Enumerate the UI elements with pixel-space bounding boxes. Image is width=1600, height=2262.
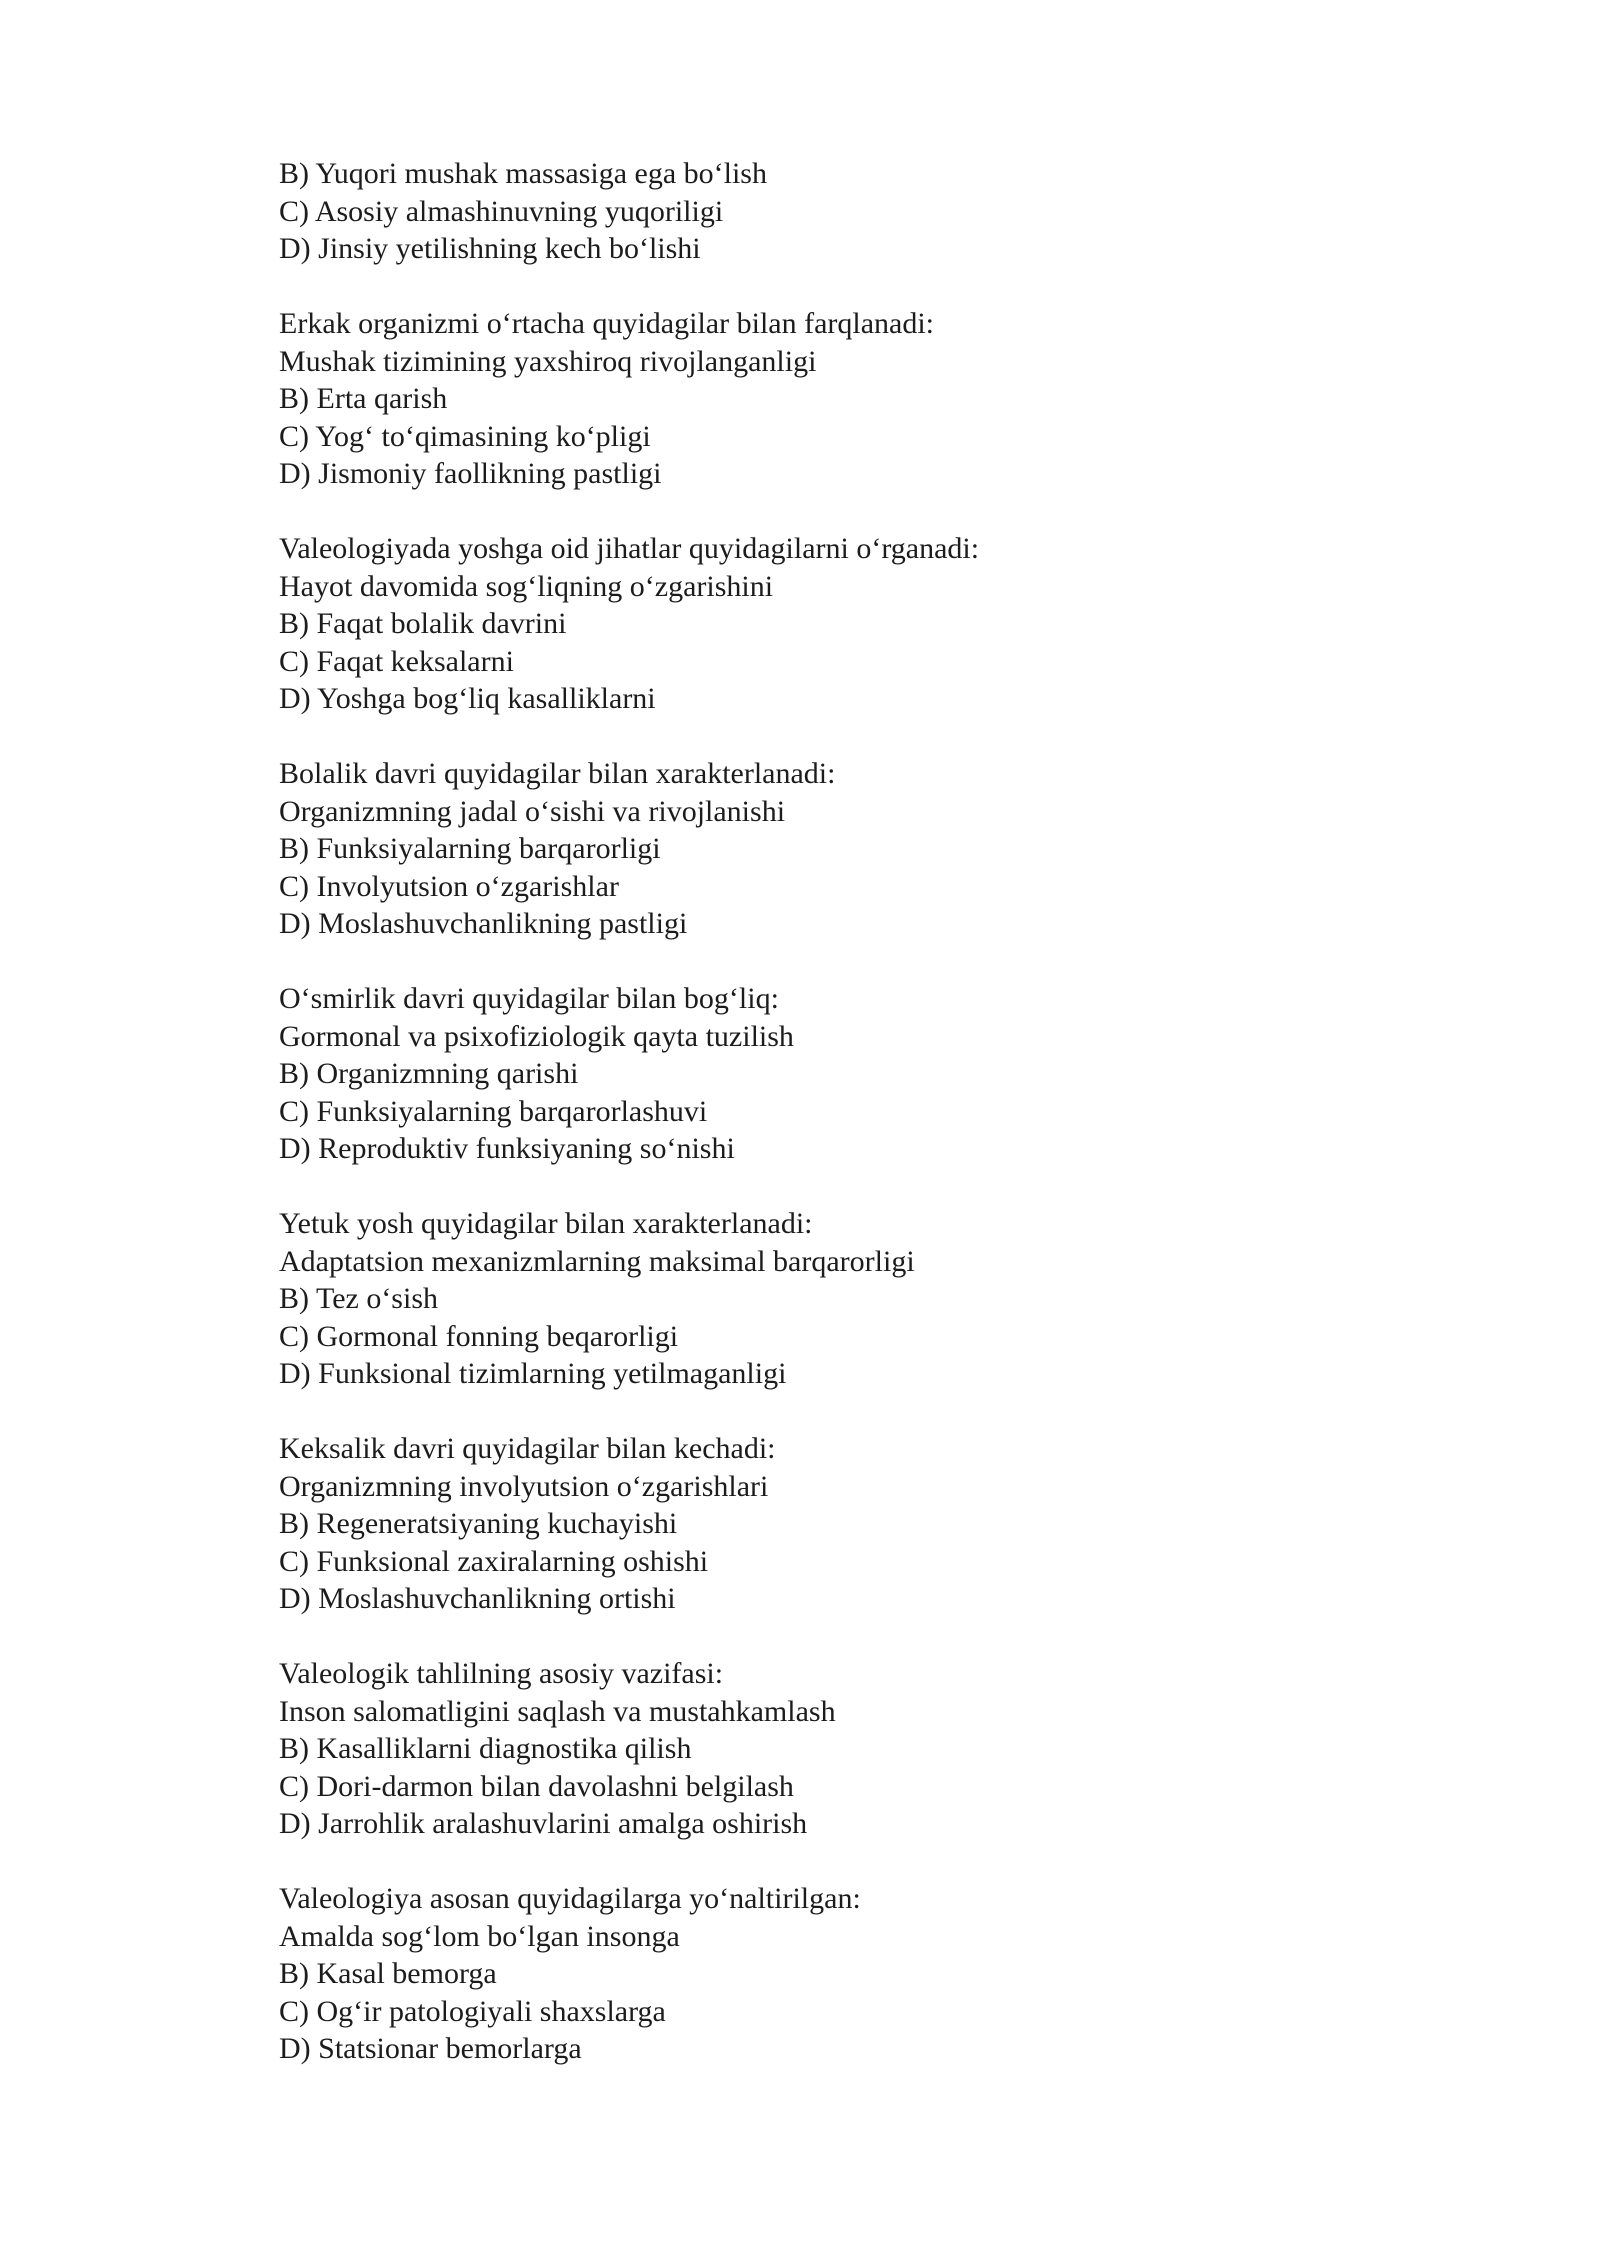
answer-option-b: B) Faqat bolalik davrini	[279, 607, 567, 640]
answer-option-a: Amalda sog‘lom bo‘lgan insonga	[279, 1919, 680, 1953]
answer-option-d: D) Jarrohlik aralashuvlarini amalga oshirish	[279, 1807, 808, 1840]
answer-option-b: B) Organizmning qarishi	[279, 1057, 579, 1090]
question-block	[279, 530, 1459, 718]
question-text: Valeologiya asosan quyidagilarga yo‘naltirilgan:	[279, 1882, 861, 1915]
answer-option-a: Adaptatsion mexanizmlarning maksimal barqarorligi	[279, 1244, 915, 1278]
question-text: Yetuk yosh quyidagilar bilan xarakterlanadi:	[279, 1207, 813, 1240]
answer-option-c: C) Faqat keksalarni	[279, 644, 514, 678]
answer-option-d: D) Jismoniy faollikning pastligi	[279, 457, 662, 490]
question-text: Erkak organizmi o‘rtacha quyidagilar bilan farqlanadi:	[279, 307, 935, 340]
answer-option-d: D) Jinsiy yetilishning kech bo‘lishi	[279, 232, 701, 265]
answer-option-b: B) Regeneratsiyaning kuchayishi	[279, 1507, 678, 1540]
answer-option-b: B) Erta qarish	[279, 382, 448, 415]
question-block	[279, 1430, 1459, 1618]
answer-option-d: D) Moslashuvchanlikning ortishi	[279, 1582, 676, 1615]
question-block	[279, 305, 1459, 493]
question-text: O‘smirlik davri quyidagilar bilan bog‘liq:	[279, 982, 779, 1015]
answer-option-d: D) Funksional tizimlarning yetilmaganligi	[279, 1357, 787, 1390]
answer-option-c: C) Funksional zaxiralarning oshishi	[279, 1544, 709, 1578]
answer-option-b: B) Kasal bemorga	[279, 1957, 497, 1990]
question-block	[279, 1205, 1459, 1393]
answer-option-a: Inson salomatligini saqlash va mustahkamlash	[279, 1694, 836, 1728]
question-block	[279, 155, 1459, 268]
answer-option-d: D) Reproduktiv funksiyaning so‘nishi	[279, 1132, 735, 1165]
answer-option-b: B) Yuqori mushak massasiga ega bo‘lish	[279, 157, 767, 190]
answer-option-c: C) Dori-darmon bilan davolashni belgilash	[279, 1769, 794, 1803]
question-text: Keksalik davri quyidagilar bilan kechadi:	[279, 1432, 776, 1465]
question-block	[279, 755, 1459, 943]
answer-option-c: C) Funksiyalarning barqarorlashuvi	[279, 1094, 708, 1128]
answer-option-c: C) Og‘ir patologiyali shaxslarga	[279, 1994, 666, 2028]
answer-option-c: C) Gormonal fonning beqarorligi	[279, 1319, 679, 1353]
answer-option-c: C) Involyutsion o‘zgarishlar	[279, 869, 619, 903]
answer-option-a: Mushak tizimining yaxshiroq rivojlanganligi	[279, 344, 817, 378]
answer-option-b: B) Kasalliklarni diagnostika qilish	[279, 1732, 692, 1765]
answer-option-c: C) Yog‘ to‘qimasining ko‘pligi	[279, 419, 651, 453]
answer-option-a: Organizmning involyutsion o‘zgarishlari	[279, 1469, 769, 1503]
answer-option-b: B) Tez o‘sish	[279, 1282, 438, 1315]
answer-option-d: D) Statsionar bemorlarga	[279, 2032, 582, 2065]
question-block	[279, 1880, 1459, 2068]
answer-option-a: Hayot davomida sog‘liqning o‘zgarishini	[279, 569, 774, 603]
answer-option-b: B) Funksiyalarning barqarorligi	[279, 832, 661, 865]
answer-option-d: D) Yoshga bog‘liq kasalliklarni	[279, 682, 656, 715]
answer-option-c: C) Asosiy almashinuvning yuqoriligi	[279, 194, 724, 228]
answer-option-a: Organizmning jadal o‘sishi va rivojlanishi	[279, 794, 786, 828]
document-content	[279, 155, 1459, 2068]
question-text: Valeologiyada yoshga oid jihatlar quyidagilarni o‘rganadi:	[279, 532, 980, 565]
answer-option-d: D) Moslashuvchanlikning pastligi	[279, 907, 688, 940]
question-text: Valeologik tahlilning asosiy vazifasi:	[279, 1657, 724, 1690]
answer-option-a: Gormonal va psixofiziologik qayta tuzilish	[279, 1019, 794, 1053]
question-text: Bolalik davri quyidagilar bilan xarakterlanadi:	[279, 757, 836, 790]
question-block	[279, 1655, 1459, 1843]
question-block	[279, 980, 1459, 1168]
